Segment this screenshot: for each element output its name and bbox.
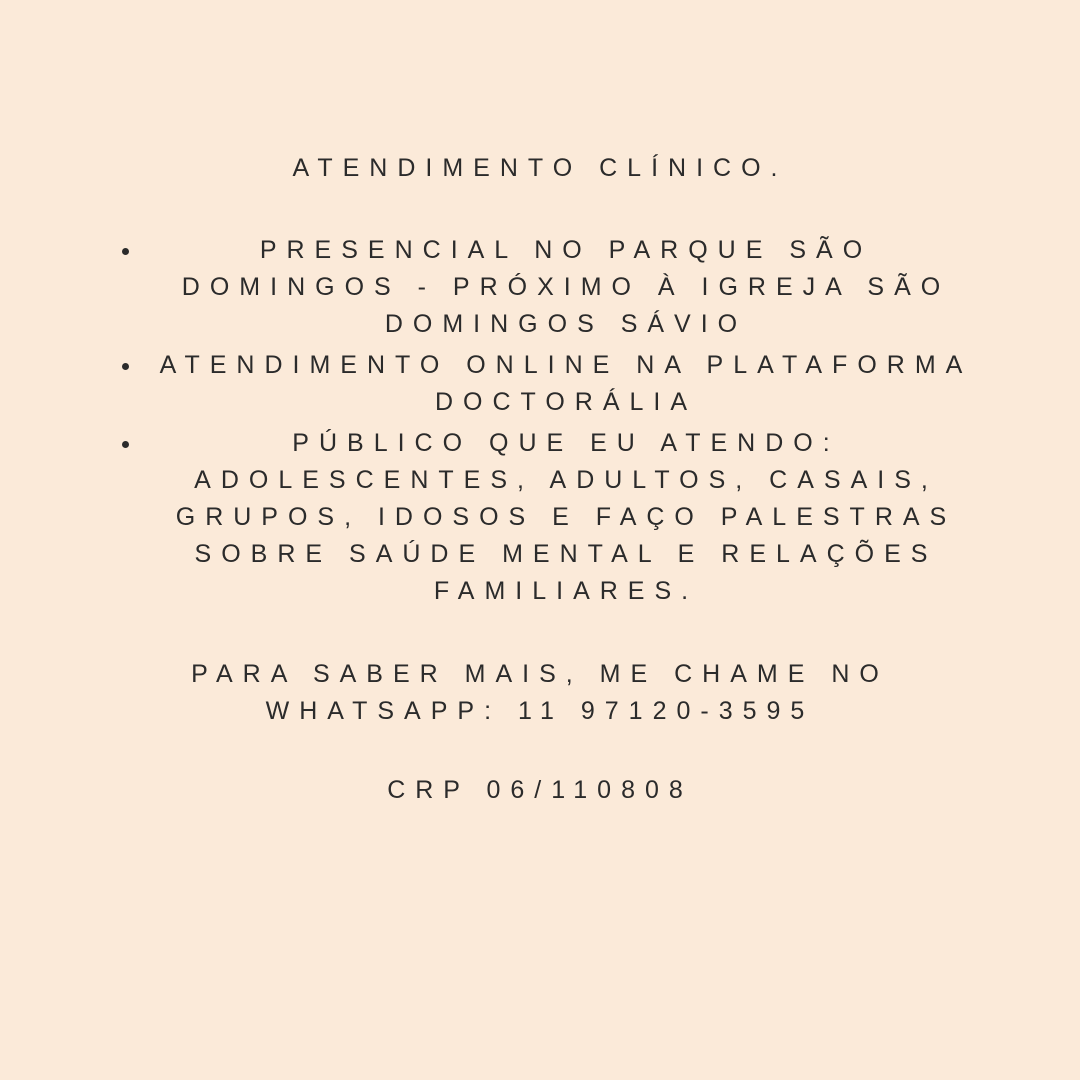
list-item: • ATENDIMENTO ONLINE NA PLATAFORMA DOCTORÁLIA — [142, 347, 990, 421]
whatsapp-number: WHATSAPP: 11 97120-3595 — [265, 696, 815, 725]
list-item: • PRESENCIAL NO PARQUE SÃO DOMINGOS - PRÓXIMO À IGREJA SÃO DOMINGOS SÁVIO — [142, 232, 990, 343]
services-list — [90, 232, 990, 610]
registration-number: CRP 06/110808 — [387, 775, 693, 804]
contact-call-to-action: PARA SABER MAIS, ME CHAME NO — [191, 659, 889, 688]
list-item: • PÚBLICO QUE EU ATENDO: ADOLESCENTES, ADULTOS, CASAIS, GRUPOS, IDOSOS E FAÇO PALESTRAS SOBRE SAÚDE MENTAL E RELAÇÕES FAMILIARES. — [142, 425, 990, 610]
page-title: ATENDIMENTO CLÍNICO. — [292, 154, 788, 182]
